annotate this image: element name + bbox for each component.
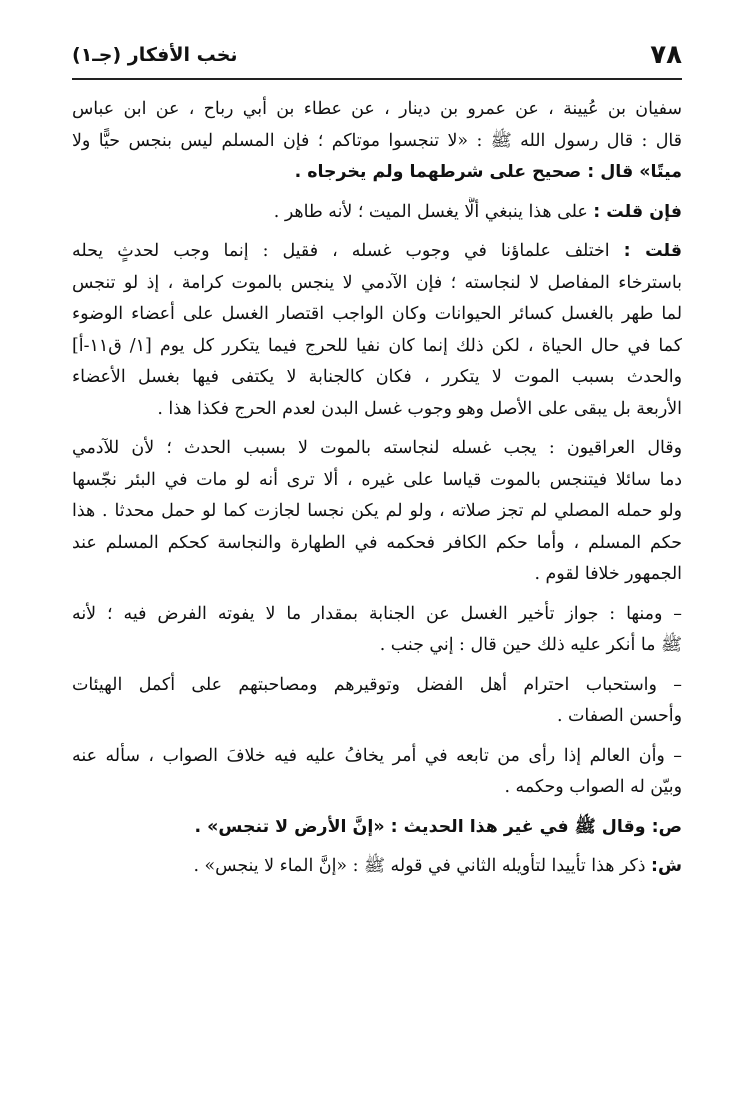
answer-label: قلت : bbox=[623, 241, 682, 261]
text-line: وأحسن الصفات . bbox=[557, 706, 682, 726]
sharh-label: ش: bbox=[651, 856, 682, 876]
paragraph-sharh bbox=[72, 851, 682, 883]
paragraph-objection bbox=[72, 197, 682, 229]
text-line: وبيّن له الصواب وحكمه . bbox=[504, 777, 682, 797]
objection-text: على هذا ينبغي ألَّا يغسل الميت ؛ لأنه طاهر . bbox=[273, 201, 588, 222]
text-line: والحدث بسبب الموت لا يتكرر ، فكان كالجنابة لا يكتفى فيها بغسل الأعضاء bbox=[72, 367, 682, 387]
main-text bbox=[72, 94, 682, 883]
text-line: ولو حمله المصلي لم تجز صلاته ، ولو لم يكن نجسا لجازت كما لو حمل محدثا . هذا bbox=[72, 501, 682, 521]
paragraph-benefit-scholar bbox=[72, 741, 682, 804]
page-number: ٧٨ bbox=[650, 40, 682, 70]
text-line: ميتًا» قال : صحيح على شرطهما ولم يخرجاه . bbox=[294, 162, 682, 182]
text-line: الجمهور خلافا لقوم . bbox=[534, 564, 682, 584]
running-title: نخب الأفكار (جـ١) bbox=[72, 44, 238, 66]
text-line: دما سائلا فيتنجس بالموت قياسا على غيره ، ألا ترى أنه لو مات في البئر نجّسها bbox=[72, 469, 682, 490]
text-line: كما في حال الحياة ، لكن ذلك إنما كان نفيا للحرج فيما يتكرر كل يوم [١/ ق١١-أ] bbox=[72, 335, 682, 356]
text-line: لما طهر بالغسل كسائر الحيوانات وكان الواجب اقتصار الغسل على أعضاء الوضوء bbox=[72, 304, 682, 324]
page-header bbox=[72, 38, 682, 80]
paragraph-benefit-delay bbox=[72, 599, 682, 662]
text-line: – ومنها : جواز تأخير الغسل عن الجنابة بمقدار ما لا يفوته الفرض فيه ؛ لأنه bbox=[72, 603, 682, 624]
text-line: قال : قال رسول الله ﷺ : «لا تنجسوا موتاكم ؛ فإن المسلم ليس بنجس حيًّا ولا bbox=[72, 130, 682, 151]
text-line: سفيان بن عُيينة ، عن عمرو بن دينار ، عن عطاء بن أبي رباح ، عن ابن عباس bbox=[72, 99, 682, 119]
text-line: الأربعة بل يبقى على الأصل وهو وجوب غسل البدن لعدم الحرج فكذا هذا . bbox=[157, 398, 682, 419]
text-line: حكم المسلم ، وأما حكم الكافر فحكمه في الطهارة والنجاسة كحكم المسلم عند bbox=[72, 532, 682, 553]
paragraph-benefit-respect bbox=[72, 670, 682, 733]
text-line: – واستحباب احترام أهل الفضل وتوقيرهم ومصاحبتهم على أكمل الهيئات bbox=[72, 674, 682, 695]
text-line bbox=[72, 851, 682, 883]
paragraph-answer bbox=[72, 236, 682, 425]
paragraph-matn bbox=[72, 812, 682, 844]
sharh-text: ذكر هذا تأييدا لتأويله الثاني في قوله ﷺ : «إنَّ الماء لا ينجس» . bbox=[193, 856, 646, 876]
book-page bbox=[72, 38, 682, 1078]
paragraph-hadith-chain bbox=[72, 94, 682, 189]
paragraph-iraqi-view bbox=[72, 433, 682, 591]
text-line bbox=[72, 197, 682, 229]
text-line: ص: وقال ﷺ في غير هذا الحديث : «إنَّ الأرض لا تنجس» . bbox=[194, 816, 682, 837]
text-line: باسترخاء المفاصل لا لنجاسته ؛ فإن الآدمي لا ينجس بالموت كرامة ، إذ لو تنجس bbox=[72, 272, 682, 293]
objection-label: فإن قلت : bbox=[593, 201, 682, 222]
text-line bbox=[72, 236, 682, 268]
text-line: – وأن العالم إذا رأى من تابعه في أمر يخافُ عليه فيه خلافَ الصواب ، سأله عنه bbox=[72, 745, 682, 766]
text-line: وقال العراقيون : يجب غسله لنجاسته بالموت لا بسبب الحدث ؛ لأن للآدمي bbox=[72, 438, 682, 458]
answer-text: اختلف علماؤنا في وجوب غسله ، فقيل : إنما وجب لحدثٍ يحله bbox=[72, 241, 610, 261]
text-line: ﷺ ما أنكر عليه ذلك حين قال : إني جنب . bbox=[379, 635, 682, 655]
